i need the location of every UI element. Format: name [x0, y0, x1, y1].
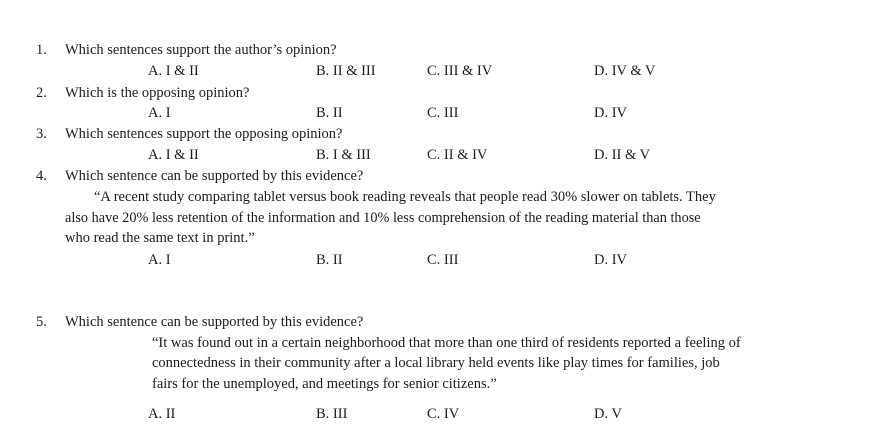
choice-a: A. II: [148, 406, 176, 422]
choice-d: D. IV: [594, 252, 628, 268]
choice-b: B. III: [316, 406, 348, 422]
evidence-line-1: “A recent study comparing tablet versus book reading reveals that people read 30% slower on tablets. They: [94, 189, 716, 205]
choice-c: C. III & IV: [427, 63, 493, 79]
choice-b: B. II: [316, 105, 343, 121]
question-4: [36, 167, 363, 185]
choice-b: B. II & III: [316, 63, 376, 79]
question-text: Which sentence can be supported by this evidence?: [65, 314, 364, 330]
choice-d: D. V: [594, 406, 622, 422]
choice-c: C. III: [427, 105, 459, 121]
question-number: 4.: [36, 168, 47, 184]
question-text: Which sentences support the author’s opinion?: [65, 42, 337, 58]
question-number: 5.: [36, 314, 47, 330]
choice-c: C. IV: [427, 406, 460, 422]
question-2: [36, 84, 249, 102]
evidence-line-3: fairs for the unemployed, and meetings for senior citizens.”: [152, 376, 497, 392]
evidence-line-3: who read the same text in print.”: [65, 230, 255, 246]
choice-a: A. I & II: [148, 63, 199, 79]
choice-c: C. II & IV: [427, 147, 488, 163]
question-number: 2.: [36, 85, 47, 101]
question-text: Which is the opposing opinion?: [65, 85, 250, 101]
question-number: 1.: [36, 42, 47, 58]
choice-d: D. II & V: [594, 147, 651, 163]
choice-d: D. IV: [594, 105, 628, 121]
choice-b: B. I & III: [316, 147, 371, 163]
choice-a: A. I: [148, 252, 171, 268]
question-number: 3.: [36, 126, 47, 142]
question-3: [36, 125, 342, 143]
choice-b: B. II: [316, 252, 343, 268]
question-text: Which sentence can be supported by this evidence?: [65, 168, 364, 184]
choice-c: C. III: [427, 252, 459, 268]
question-1: [36, 41, 337, 59]
choice-a: A. I & II: [148, 147, 199, 163]
question-5: [36, 313, 363, 331]
choice-a: A. I: [148, 105, 171, 121]
question-text: Which sentences support the opposing opinion?: [65, 126, 343, 142]
evidence-line-1: “It was found out in a certain neighborhood that more than one third of residents reported a feeling of: [152, 335, 741, 351]
choice-d: D. IV & V: [594, 63, 656, 79]
evidence-line-2: also have 20% less retention of the information and 10% less comprehension of the reading material than those: [65, 210, 701, 226]
evidence-line-2: connectedness in their community after a local library held events like play times for families, job: [152, 355, 720, 371]
